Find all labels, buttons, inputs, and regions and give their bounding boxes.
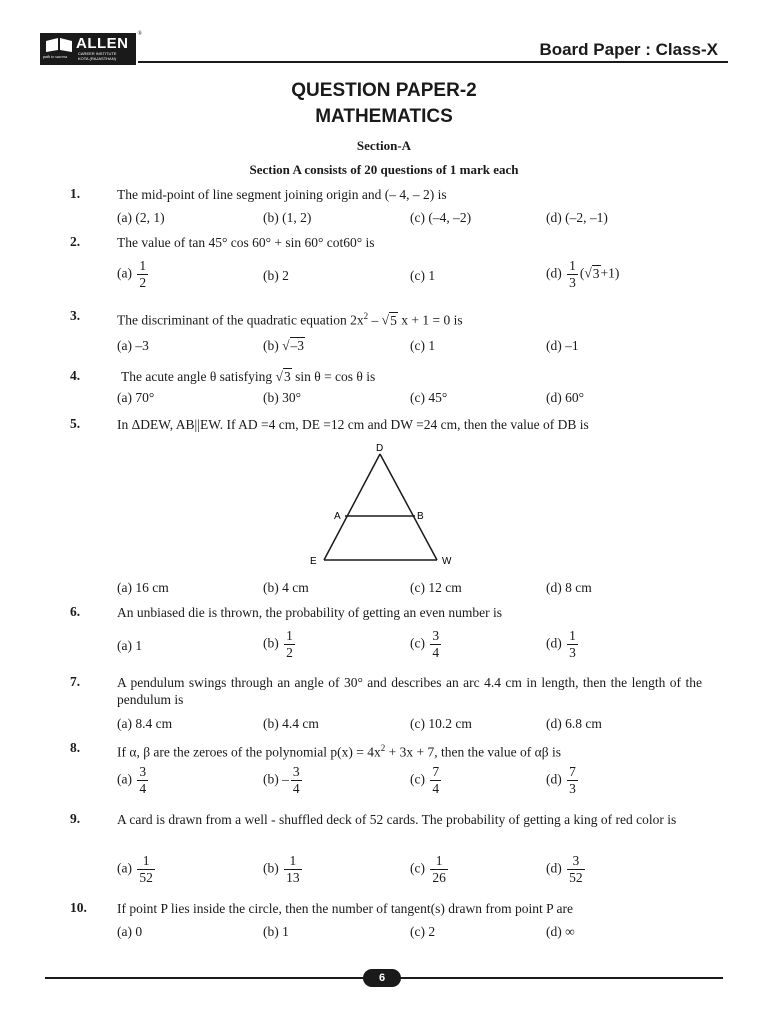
option-b: (b) $\frac{1}{2}$ — [263, 628, 293, 660]
option-b: (b) (1, 2) — [263, 210, 312, 225]
vertex-d-label: D — [376, 443, 384, 454]
question-number: 4. — [70, 368, 81, 383]
section-heading: Section-A — [356, 138, 412, 153]
option-a: (a) 0 — [117, 924, 143, 939]
question-text: The mid-point of line segment joining origin and (– 4, – 2) is — [117, 187, 447, 202]
option-c: (c) 45° — [410, 390, 448, 405]
option-a: (a) $\frac{1}{2}$ — [117, 258, 147, 290]
question-text: In ΔDEW, AB||EW. If AD =4 cm, DE =12 cm and DW =24 cm, then the value of DB is — [117, 417, 589, 432]
option-c: (c) $\frac{3}{4}$ — [410, 628, 440, 660]
option-d: (d) ∞ — [546, 924, 575, 939]
subject-title: MATHEMATICS — [315, 106, 453, 127]
option-d: (d) $\frac{7}{3}$ — [546, 764, 576, 796]
question-text: If point P lies inside the circle, then the number of tangent(s) drawn from point P are — [117, 901, 574, 916]
option-d: (d) 6.8 cm — [546, 716, 602, 731]
question-number: 2. — [70, 234, 81, 249]
option-d: (d) 60° — [546, 390, 585, 405]
side-de — [324, 454, 380, 560]
option-c: (c) $\frac{1}{26}$ — [410, 853, 446, 885]
option-b: (b) $\frac{1}{13}$ — [263, 853, 300, 885]
vertex-b-label: B — [417, 511, 424, 522]
option-a: (a) $\frac{3}{4}$ — [117, 764, 147, 796]
logo-brand: ALLEN — [76, 35, 129, 52]
option-a: (a) 16 cm — [117, 580, 169, 595]
question-text: An unbiased die is thrown, the probability of getting an even number is — [117, 605, 503, 620]
option-c: (c) $\frac{7}{4}$ — [410, 764, 440, 796]
option-d: (d) 8 cm — [546, 580, 592, 595]
page-number: 6 — [363, 969, 401, 987]
question-number: 8. — [70, 740, 81, 755]
allen-logo — [40, 31, 142, 65]
vertex-e-label: E — [310, 556, 317, 567]
header-title: Board Paper : Class-X — [539, 40, 718, 59]
option-d: (d) $\frac{3}{52}$ — [546, 853, 583, 885]
option-b: (b) 30° — [263, 390, 302, 405]
option-c: (c) 2 — [410, 924, 436, 939]
triangle-figure — [300, 440, 460, 570]
question-text: A card is drawn from a well - shuffled deck of 52 cards. The probability of getting a king of red color is — [117, 812, 677, 827]
option-a: (a) 70° — [117, 390, 155, 405]
option-d: (d) –1 — [546, 338, 579, 353]
question-number: 7. — [70, 674, 81, 689]
option-a: (a) –3 — [117, 338, 149, 353]
option-b: (b) – $\frac{3}{4}$ — [263, 764, 300, 796]
option-b: (b) 4 cm — [263, 580, 309, 595]
option-c: (c) 1 — [410, 268, 436, 283]
question-number: 6. — [70, 604, 81, 619]
question-text: If α, β are the zeroes of the polynomial $p(x) = 4x^2 + 3x + 7$, then the value of αβ is — [117, 743, 561, 760]
option-b: (b) 2 — [263, 268, 289, 283]
registered-mark: ® — [137, 31, 142, 37]
book-icon — [45, 37, 73, 53]
logo-subtitle: CAREER INSTITUTE KOTA (RAJASTHAN) — [78, 51, 117, 61]
question-number: 5. — [70, 416, 81, 431]
option-b: (b) 4.4 cm — [263, 716, 319, 731]
question-number: 10. — [70, 900, 87, 915]
section-description: Section A consists of 20 questions of 1 mark each — [249, 162, 519, 177]
question-text: The discriminant of the quadratic equation $2x^2 - √5$ x + 1 = 0 is — [117, 311, 463, 328]
option-c: (c) (–4, –2) — [410, 210, 472, 225]
question-number: 9. — [70, 811, 81, 826]
option-d: (d) $\frac{1}{3}$ — [546, 628, 576, 660]
question-text: The value of tan 45° cos 60° + sin 60° cot60° is — [117, 235, 375, 250]
option-c: (c) 1 — [410, 338, 436, 353]
option-c: (c) 12 cm — [410, 580, 462, 595]
option-a: (a) (2, 1) — [117, 210, 165, 225]
logo-tagline: path to success — [43, 54, 68, 59]
question-text: The acute angle θ satisfying √3 sin θ = cos θ is — [121, 369, 376, 384]
option-d: (d) $\frac{1}{3}$ (√3+1) — [546, 258, 620, 290]
option-b: (b) √–3 — [263, 338, 305, 353]
question-text: A pendulum swings through an angle of 30° and describes an arc 4.4 cm in length, then the length of the pendulum is — [117, 675, 702, 707]
vertex-a-label: A — [334, 511, 341, 522]
side-dw — [380, 454, 437, 560]
option-d: (d) (–2, –1) — [546, 210, 608, 225]
header-rule — [138, 61, 728, 63]
paper-title: QUESTION PAPER-2 — [291, 80, 477, 101]
question-number: 3. — [70, 308, 81, 323]
vertex-w-label: W — [442, 556, 452, 567]
option-a: (a) $\frac{1}{52}$ — [117, 853, 153, 885]
option-c: (c) 10.2 cm — [410, 716, 472, 731]
question-number: 1. — [70, 186, 81, 201]
option-a: (a) 8.4 cm — [117, 716, 173, 731]
option-b: (b) 1 — [263, 924, 289, 939]
option-a: (a) 1 — [117, 638, 143, 653]
